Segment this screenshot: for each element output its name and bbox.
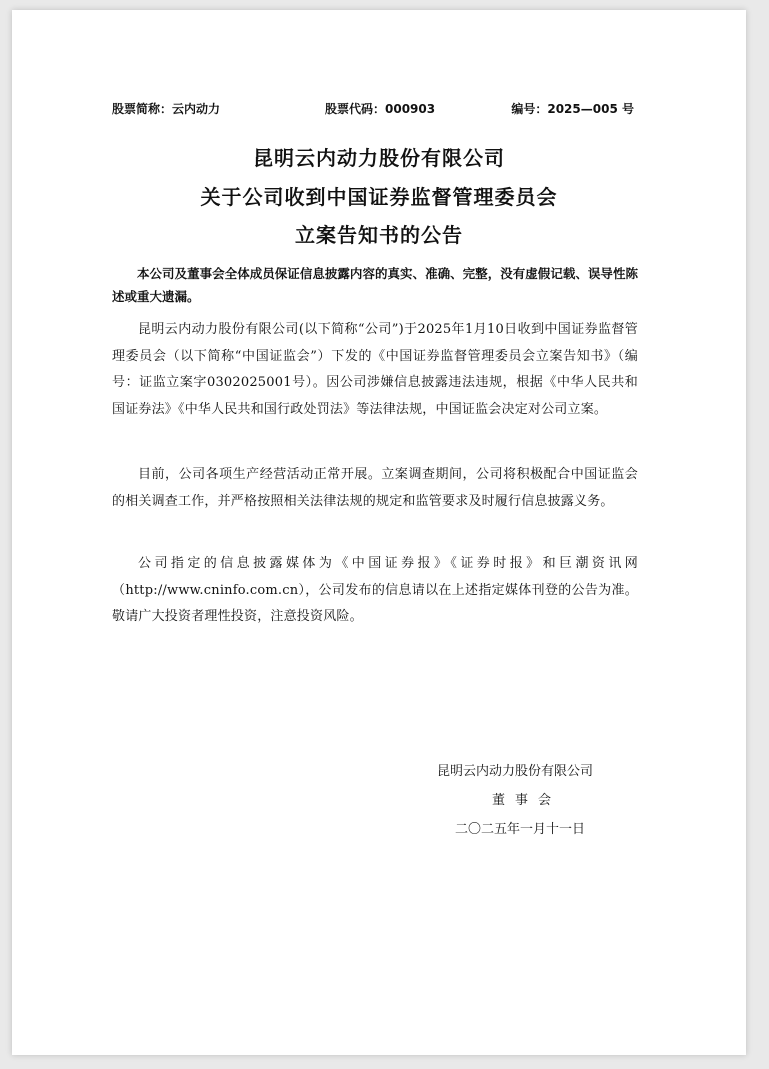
stock-code: 股票代码：000903 xyxy=(325,102,436,116)
body-paragraph-3: 公司指定的信息披露媒体为《中国证券报》《证券时报》和巨潮资讯网（http://www.cninfo.com.cn），公司发布的信息请以在上述指定媒体刊登的公告为准。敬请广大投资者理性投资，注意投资风险。 xyxy=(112,556,638,624)
signature-company: 昆明云内动力股份有限公司 xyxy=(437,764,594,779)
stock-abbreviation: 股票简称：云内动力 xyxy=(112,102,221,116)
body-paragraph-2: 目前，公司各项生产经营活动正常开展。立案调查期间，公司将积极配合中国证监会的相关调查工作，并严格按照相关法律法规的规定和监管要求及时履行信息披露义务。 xyxy=(112,467,638,509)
title-company: 昆明云内动力股份有限公司 xyxy=(253,146,505,170)
announcement-number: 编号：2025—005 号 xyxy=(511,102,634,116)
signature-date: 二〇二五年一月十一日 xyxy=(455,822,586,837)
disclosure-statement: 本公司及董事会全体成员保证信息披露内容的真实、准确、完整，没有虚假记载、误导性陈述或重大遗漏。 xyxy=(112,266,638,304)
body-paragraph-1: 昆明云内动力股份有限公司(以下简称“公司”)于2025年1月10日收到中国证券监督管理委员会（以下简称“中国证监会”）下发的《中国证券监督管理委员会立案告知书》（编号：证监立案字0302025001号）。因公司涉嫌信息披露违法违规，根据《中华人民共和国证券法》《中华人民共和国行政处罚法》等法律法规，中国证监会决定对公司立案。 xyxy=(112,322,638,417)
title-line-3: 立案告知书的公告 xyxy=(295,223,463,247)
document-header xyxy=(112,100,634,118)
title-line-2: 关于公司收到中国证券监督管理委员会 xyxy=(200,185,558,209)
signature-board: 董事会 xyxy=(492,793,562,808)
